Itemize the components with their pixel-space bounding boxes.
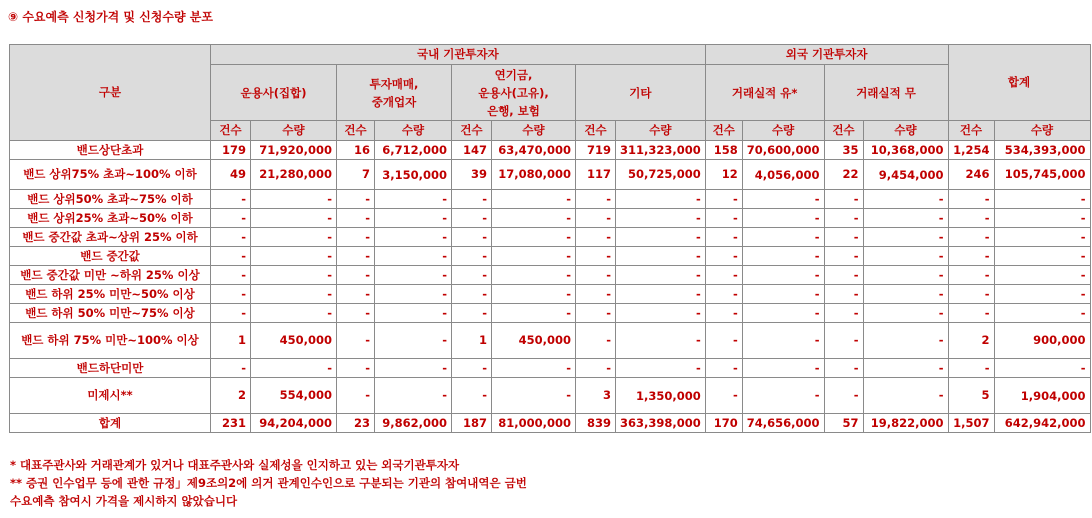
count-cell: - [824, 285, 863, 304]
qty-cell: - [863, 323, 948, 359]
header-group: 운용사(집합) [211, 65, 337, 121]
count-cell: - [211, 190, 251, 209]
count-cell: - [576, 266, 616, 285]
qty-cell: - [251, 304, 337, 323]
table-row [10, 359, 1091, 378]
count-cell: - [211, 359, 251, 378]
count-cell: - [452, 228, 492, 247]
count-cell: 22 [824, 160, 863, 190]
count-cell: - [211, 266, 251, 285]
count-cell: - [576, 209, 616, 228]
footnote-1: * 대표주관사와 거래관계가 있거나 대표주관사와 실제성을 인지하고 있는 외국기관투자자 [10, 458, 460, 472]
qty-cell: - [492, 378, 576, 414]
count-cell: 35 [824, 141, 863, 160]
qty-cell: - [375, 247, 452, 266]
count-cell: - [452, 359, 492, 378]
qty-cell: - [742, 266, 824, 285]
header-qty: 수량 [375, 121, 452, 141]
count-cell: - [705, 359, 742, 378]
qty-cell: - [375, 359, 452, 378]
qty-cell: - [616, 323, 706, 359]
count-cell: 49 [211, 160, 251, 190]
qty-cell: - [251, 285, 337, 304]
count-cell: - [337, 285, 375, 304]
count-cell: - [705, 228, 742, 247]
qty-cell: - [616, 209, 706, 228]
qty-cell: 1,350,000 [616, 378, 706, 414]
count-cell: - [452, 266, 492, 285]
count-cell: - [576, 190, 616, 209]
qty-cell: - [492, 228, 576, 247]
qty-cell: 900,000 [994, 323, 1090, 359]
count-cell: 246 [948, 160, 994, 190]
count-cell: - [452, 190, 492, 209]
qty-cell: - [742, 323, 824, 359]
count-cell: - [211, 304, 251, 323]
row-label: 밴드 중간값 [10, 247, 211, 266]
header-count: 건수 [211, 121, 251, 141]
count-cell: - [576, 359, 616, 378]
header-qty: 수량 [616, 121, 706, 141]
count-cell: - [948, 285, 994, 304]
qty-cell: - [742, 378, 824, 414]
qty-cell: 9,454,000 [863, 160, 948, 190]
count-cell: 231 [211, 414, 251, 433]
count-cell: - [948, 247, 994, 266]
count-cell: - [337, 359, 375, 378]
header-qty: 수량 [492, 121, 576, 141]
qty-cell: - [863, 285, 948, 304]
qty-cell: - [251, 266, 337, 285]
count-cell: 57 [824, 414, 863, 433]
header-count: 건수 [948, 121, 994, 141]
count-cell: - [452, 285, 492, 304]
qty-cell: - [375, 228, 452, 247]
qty-cell: - [863, 378, 948, 414]
header-count: 건수 [452, 121, 492, 141]
qty-cell: - [251, 247, 337, 266]
count-cell: 2 [948, 323, 994, 359]
qty-cell: - [616, 247, 706, 266]
qty-cell: - [251, 228, 337, 247]
qty-cell: 3,150,000 [375, 160, 452, 190]
qty-cell: 63,470,000 [492, 141, 576, 160]
row-label: 밴드상단초과 [10, 141, 211, 160]
row-label: 밴드 중간값 미만 ~하위 25% 이상 [10, 266, 211, 285]
qty-cell: - [742, 209, 824, 228]
header-group: 기타 [576, 65, 706, 121]
qty-cell: - [375, 285, 452, 304]
qty-cell: - [863, 359, 948, 378]
count-cell: - [337, 209, 375, 228]
count-cell: - [824, 378, 863, 414]
qty-cell: - [375, 323, 452, 359]
count-cell: - [705, 209, 742, 228]
table-row [10, 285, 1091, 304]
count-cell: 23 [337, 414, 375, 433]
qty-cell: 19,822,000 [863, 414, 948, 433]
row-label: 밴드 하위 50% 미만~75% 이상 [10, 304, 211, 323]
qty-cell: - [492, 190, 576, 209]
count-cell: - [337, 190, 375, 209]
table-row [10, 190, 1091, 209]
footnotes [10, 456, 527, 510]
row-label: 밴드 상위50% 초과~75% 이하 [10, 190, 211, 209]
header-count: 건수 [824, 121, 863, 141]
qty-cell: 70,600,000 [742, 141, 824, 160]
count-cell: - [705, 378, 742, 414]
footnote-2: ** 증권 인수업무 등에 관한 규정」제9조의2에 의거 관계인수인으로 구분되는 기관의 참여내역은 금번 [10, 476, 527, 490]
count-cell: - [337, 247, 375, 266]
qty-cell: - [616, 304, 706, 323]
count-cell: 117 [576, 160, 616, 190]
count-cell: 158 [705, 141, 742, 160]
count-cell: - [337, 323, 375, 359]
qty-cell: 450,000 [251, 323, 337, 359]
count-cell: 1 [211, 323, 251, 359]
count-cell: 5 [948, 378, 994, 414]
count-cell: - [211, 209, 251, 228]
qty-cell: 534,393,000 [994, 141, 1090, 160]
qty-cell: 74,656,000 [742, 414, 824, 433]
qty-cell: 1,904,000 [994, 378, 1090, 414]
count-cell: - [452, 209, 492, 228]
table-row [10, 323, 1091, 359]
qty-cell: - [994, 359, 1090, 378]
qty-cell: - [742, 285, 824, 304]
count-cell: 39 [452, 160, 492, 190]
qty-cell: - [742, 247, 824, 266]
count-cell: - [211, 247, 251, 266]
footnote-3: 수요예측 참여시 가격을 제시하지 않았습니다 [10, 494, 238, 508]
qty-cell: - [375, 209, 452, 228]
qty-cell: - [742, 228, 824, 247]
row-label: 밴드 상위25% 초과~50% 이하 [10, 209, 211, 228]
qty-cell: 363,398,000 [616, 414, 706, 433]
qty-cell: 50,725,000 [616, 160, 706, 190]
row-label: 합계 [10, 414, 211, 433]
table-row [10, 304, 1091, 323]
count-cell: - [948, 359, 994, 378]
qty-cell: 94,204,000 [251, 414, 337, 433]
qty-cell: 9,862,000 [375, 414, 452, 433]
header-domestic: 국내 기관투자자 [211, 45, 706, 65]
count-cell: - [824, 190, 863, 209]
count-cell: - [705, 266, 742, 285]
qty-cell: 71,920,000 [251, 141, 337, 160]
count-cell: 2 [211, 378, 251, 414]
section-title: ⑨ 수요예측 신청가격 및 신청수량 분포 [8, 10, 213, 24]
header-count: 건수 [337, 121, 375, 141]
qty-cell: - [375, 266, 452, 285]
row-label: 밴드 중간값 초과~상위 25% 이하 [10, 228, 211, 247]
qty-cell: - [994, 285, 1090, 304]
qty-cell: 450,000 [492, 323, 576, 359]
count-cell: - [452, 378, 492, 414]
count-cell: - [452, 304, 492, 323]
count-cell: - [705, 323, 742, 359]
count-cell: - [337, 378, 375, 414]
count-cell: - [337, 266, 375, 285]
count-cell: - [576, 247, 616, 266]
qty-cell: - [375, 304, 452, 323]
qty-cell: - [863, 304, 948, 323]
qty-cell: - [616, 285, 706, 304]
count-cell: - [576, 304, 616, 323]
qty-cell: - [616, 190, 706, 209]
count-cell: 719 [576, 141, 616, 160]
qty-cell: - [492, 359, 576, 378]
count-cell: - [824, 323, 863, 359]
qty-cell: - [742, 359, 824, 378]
table-row [10, 414, 1091, 433]
header-count: 건수 [576, 121, 616, 141]
header-qty: 수량 [994, 121, 1090, 141]
count-cell: 3 [576, 378, 616, 414]
count-cell: - [576, 285, 616, 304]
count-cell: 839 [576, 414, 616, 433]
qty-cell: - [492, 247, 576, 266]
qty-cell: 554,000 [251, 378, 337, 414]
count-cell: - [211, 285, 251, 304]
count-cell: 179 [211, 141, 251, 160]
qty-cell: 17,080,000 [492, 160, 576, 190]
count-cell: 1,507 [948, 414, 994, 433]
qty-cell: - [742, 304, 824, 323]
header-group: 거래실적 유* [705, 65, 824, 121]
table-row [10, 228, 1091, 247]
count-cell: 187 [452, 414, 492, 433]
qty-cell: - [994, 304, 1090, 323]
count-cell: - [705, 285, 742, 304]
count-cell: - [337, 228, 375, 247]
count-cell: - [948, 209, 994, 228]
qty-cell: - [994, 209, 1090, 228]
header-qty: 수량 [742, 121, 824, 141]
header-group: 거래실적 무 [824, 65, 948, 121]
qty-cell: - [994, 228, 1090, 247]
demand-forecast-table [9, 44, 1091, 433]
qty-cell: - [492, 285, 576, 304]
row-label: 밴드 상위75% 초과~100% 이하 [10, 160, 211, 190]
count-cell: - [705, 190, 742, 209]
header-total: 합계 [948, 45, 1090, 121]
count-cell: - [824, 228, 863, 247]
count-cell: - [576, 323, 616, 359]
count-cell: - [705, 247, 742, 266]
count-cell: - [948, 228, 994, 247]
header-count: 건수 [705, 121, 742, 141]
qty-cell: 10,368,000 [863, 141, 948, 160]
count-cell: - [705, 304, 742, 323]
count-cell: - [948, 304, 994, 323]
qty-cell: - [863, 228, 948, 247]
count-cell: 170 [705, 414, 742, 433]
count-cell: - [948, 190, 994, 209]
count-cell: - [211, 228, 251, 247]
header-foreign: 외국 기관투자자 [705, 45, 948, 65]
header-category: 구분 [10, 45, 211, 141]
qty-cell: - [742, 190, 824, 209]
qty-cell: - [375, 378, 452, 414]
qty-cell: - [251, 209, 337, 228]
row-label: 밴드 하위 75% 미만~100% 이상 [10, 323, 211, 359]
qty-cell: - [492, 209, 576, 228]
qty-cell: - [375, 190, 452, 209]
qty-cell: 81,000,000 [492, 414, 576, 433]
count-cell: - [824, 266, 863, 285]
count-cell: - [824, 209, 863, 228]
row-label: 밴드 하위 25% 미만~50% 이상 [10, 285, 211, 304]
count-cell: 1 [452, 323, 492, 359]
count-cell: - [337, 304, 375, 323]
count-cell: - [824, 359, 863, 378]
count-cell: 7 [337, 160, 375, 190]
table-row [10, 141, 1091, 160]
count-cell: 12 [705, 160, 742, 190]
qty-cell: - [492, 266, 576, 285]
qty-cell: - [251, 190, 337, 209]
count-cell: - [948, 266, 994, 285]
qty-cell: - [863, 247, 948, 266]
header-qty: 수량 [863, 121, 948, 141]
table-row [10, 160, 1091, 190]
qty-cell: - [616, 228, 706, 247]
table-row [10, 247, 1091, 266]
count-cell: - [452, 247, 492, 266]
qty-cell: - [994, 190, 1090, 209]
qty-cell: 4,056,000 [742, 160, 824, 190]
qty-cell: - [492, 304, 576, 323]
table-row [10, 266, 1091, 285]
count-cell: 16 [337, 141, 375, 160]
count-cell: - [824, 304, 863, 323]
qty-cell: - [863, 266, 948, 285]
count-cell: - [576, 228, 616, 247]
header-qty: 수량 [251, 121, 337, 141]
qty-cell: 105,745,000 [994, 160, 1090, 190]
qty-cell: 6,712,000 [375, 141, 452, 160]
table-row [10, 378, 1091, 414]
row-label: 미제시** [10, 378, 211, 414]
qty-cell: - [994, 266, 1090, 285]
qty-cell: - [863, 190, 948, 209]
header-group: 투자매매, 중개업자 [337, 65, 452, 121]
row-label: 밴드하단미만 [10, 359, 211, 378]
count-cell: - [824, 247, 863, 266]
qty-cell: - [863, 209, 948, 228]
count-cell: 147 [452, 141, 492, 160]
qty-cell: 642,942,000 [994, 414, 1090, 433]
header-group: 연기금, 운용사(고유), 은행, 보험 [452, 65, 576, 121]
qty-cell: - [616, 359, 706, 378]
qty-cell: - [994, 247, 1090, 266]
qty-cell: - [616, 266, 706, 285]
count-cell: 1,254 [948, 141, 994, 160]
qty-cell: 311,323,000 [616, 141, 706, 160]
qty-cell: - [251, 359, 337, 378]
qty-cell: 21,280,000 [251, 160, 337, 190]
table-row [10, 209, 1091, 228]
